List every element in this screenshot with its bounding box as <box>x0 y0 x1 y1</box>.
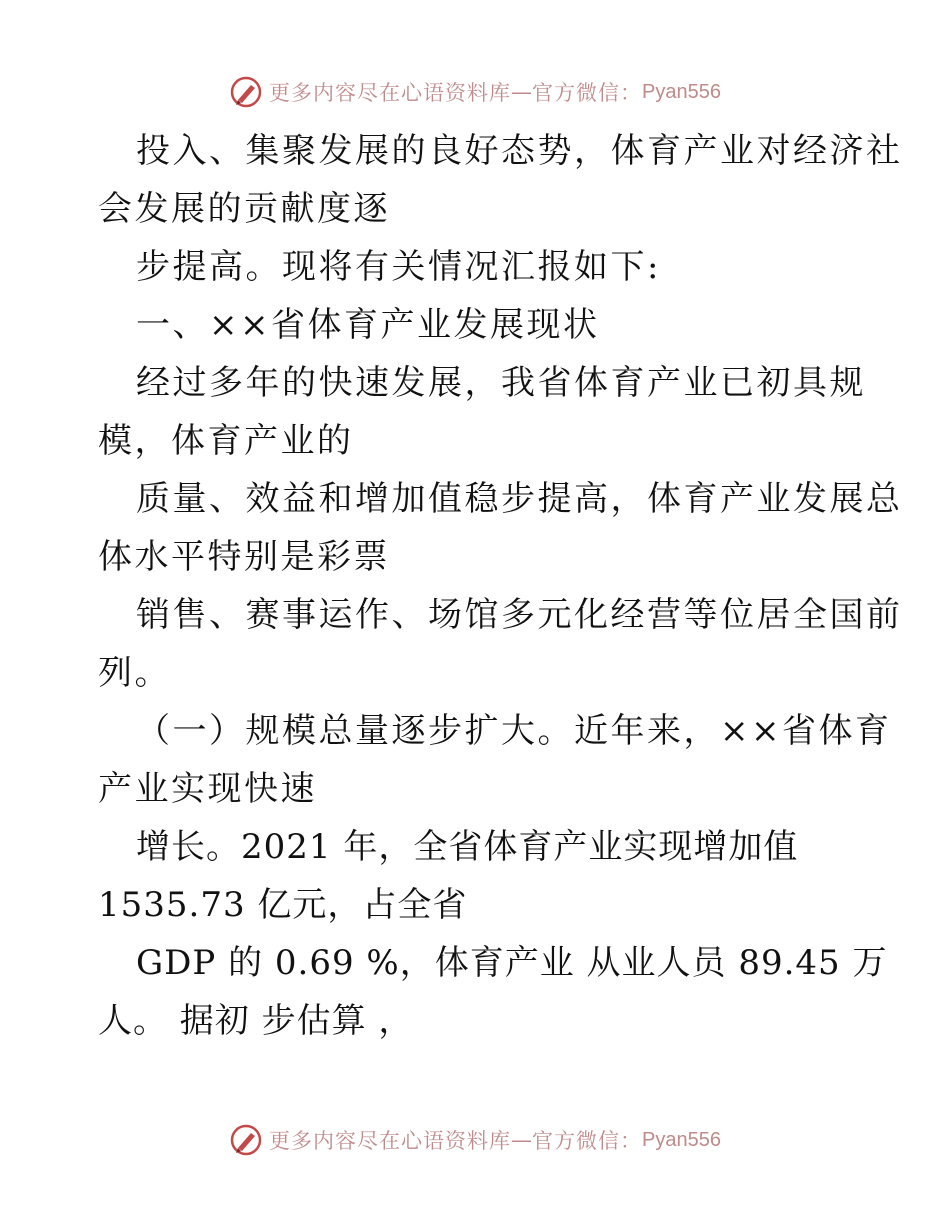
section-heading: 一、××省体育产业发展现状 <box>136 305 600 345</box>
watermark-site-name: 更多内容尽在心语资料库 <box>269 81 512 105</box>
paragraph-8-line-2: 1535.73 亿元，占全省 <box>98 885 468 925</box>
footer-watermark <box>0 1120 950 1160</box>
watermark-wechat-label: 官方微信： <box>532 1129 643 1153</box>
watermark-wechat-id: Pyan556 <box>642 1128 721 1151</box>
watermark-site-name: 更多内容尽在心语资料库 <box>269 1129 512 1153</box>
paragraph-1-line-1: 投入、集聚发展的良好态势，体育产业对经济社 <box>136 131 903 171</box>
pen-logo-icon <box>229 1123 263 1157</box>
watermark-dash: — <box>511 80 533 104</box>
paragraph-8-line-1: 增长。2021 年，全省体育产业实现增加值 <box>136 827 799 867</box>
paragraph-6-line-2: 列。 <box>98 653 171 693</box>
document-body <box>98 122 903 1050</box>
header-watermark <box>0 72 950 112</box>
watermark-wechat-id: Pyan556 <box>642 80 721 103</box>
paragraph-5-line-1: 质量、效益和增加值稳步提高，体育产业发展总 <box>136 479 903 519</box>
paragraph-4-line-1: 经过多年的快速发展，我省体育产业已初具规 <box>136 363 866 403</box>
paragraph-6-line-1: 销售、赛事运作、场馆多元化经营等位居全国前 <box>136 595 903 635</box>
paragraph-5-line-2: 体水平特别是彩票 <box>98 537 390 577</box>
paragraph-1-line-2: 会发展的贡献度逐 <box>98 189 390 229</box>
paragraph-2-line-1: 步提高。现将有关情况汇报如下: <box>136 247 661 287</box>
watermark-wechat-label: 官方微信： <box>532 81 643 105</box>
paragraph-9-line-2: 人。 据初 步估算 ， <box>98 1001 414 1041</box>
paragraph-4-line-2: 模，体育产业的 <box>98 421 354 461</box>
pen-logo-icon <box>229 75 263 109</box>
subsection-paragraph-line-2: 产业实现快速 <box>98 769 317 809</box>
paragraph-9-line-1: GDP 的 0.69 %，体育产业 从业人员 89.45 万 <box>136 943 888 983</box>
watermark-dash: — <box>511 1128 533 1152</box>
subsection-paragraph-line-1: （一）规模总量逐步扩大。近年来，××省体育 <box>136 711 892 751</box>
